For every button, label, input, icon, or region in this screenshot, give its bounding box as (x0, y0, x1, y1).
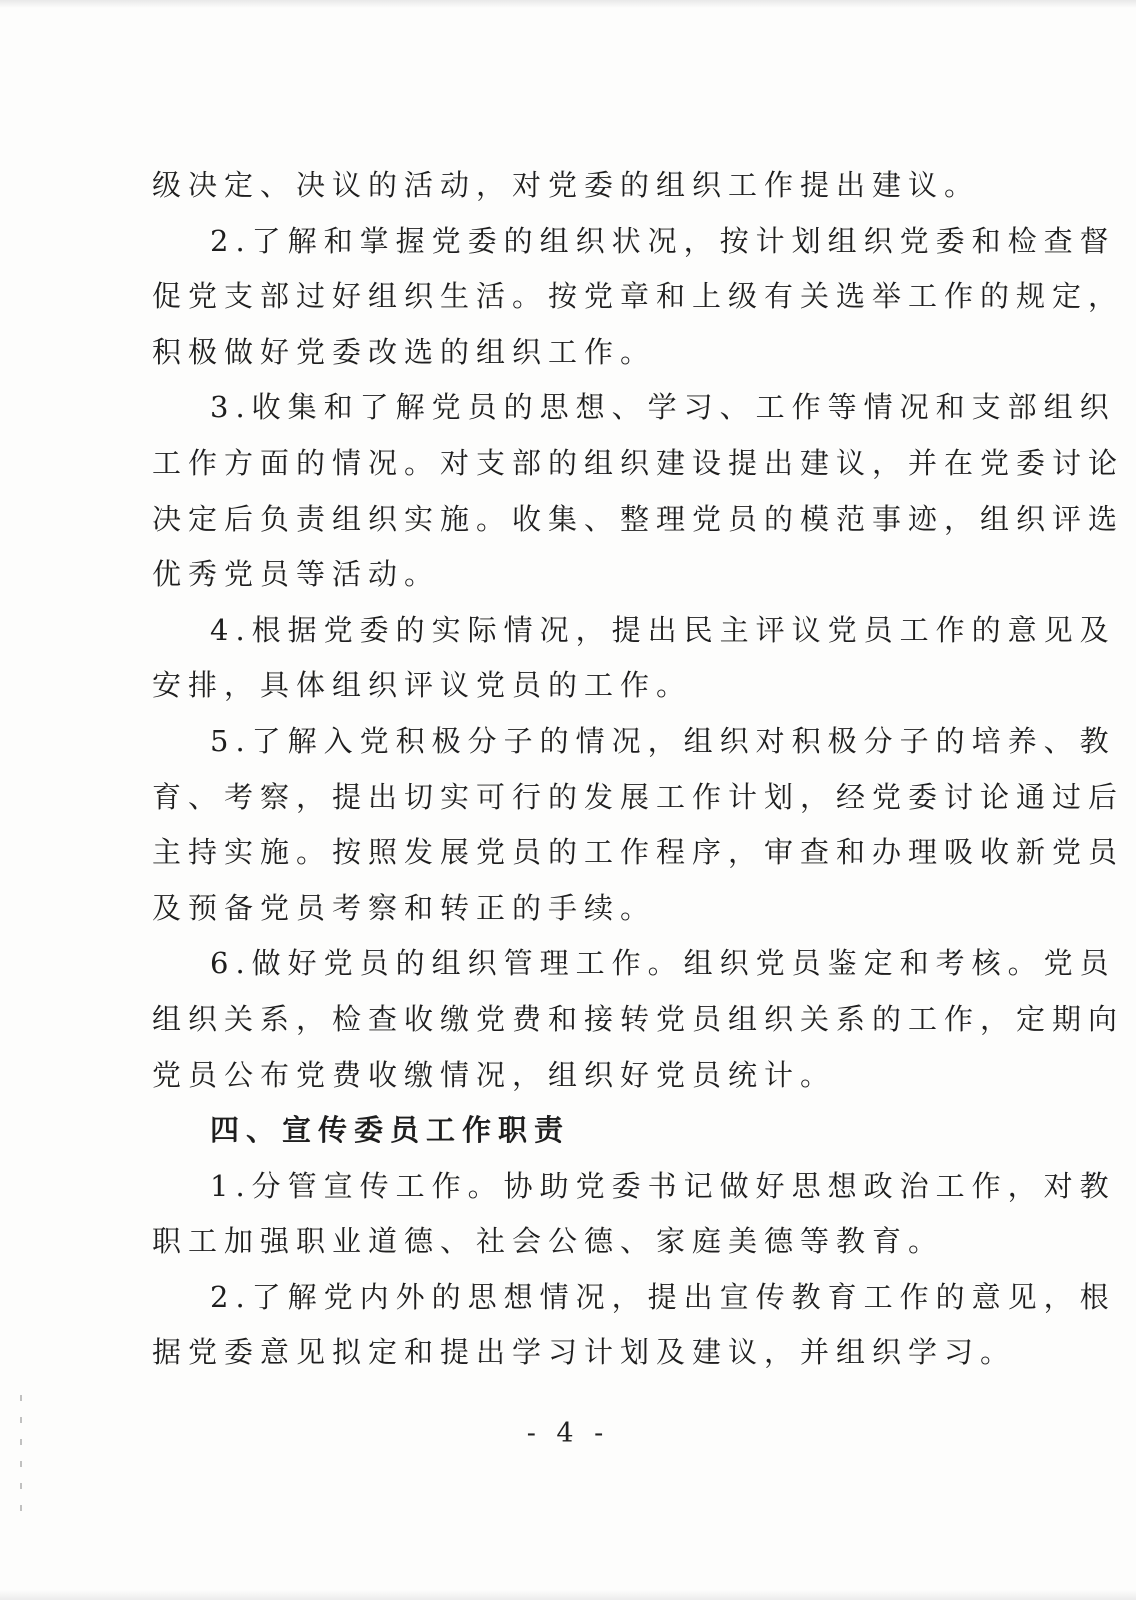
text-line: 2.了解党内外的思想情况，提出宣传教育工作的意见，根 (210, 1279, 1116, 1314)
text-line: 安排，具体组织评议党员的工作。 (152, 668, 693, 703)
text-line: 及预备党员考察和转正的手续。 (152, 890, 657, 925)
text-line: 促党支部过好组织生活。按党章和上级有关选举工作的规定， (152, 279, 1125, 314)
text-line: 据党委意见拟定和提出学习计划及建议，并组织学习。 (152, 1335, 1017, 1370)
text-line: 党员公布党费收缴情况，组织好党员统计。 (152, 1057, 837, 1092)
text-line: 组织关系，检查收缴党费和接转党员组织关系的工作，定期向 (152, 1001, 1125, 1036)
document-body (152, 158, 1125, 1381)
text-line: 积极做好党委改选的组织工作。 (152, 334, 657, 369)
scan-margin-mark (20, 1395, 22, 1515)
scan-edge-top (0, 0, 1136, 8)
text-line: 2.了解和掌握党委的组织状况，按计划组织党委和检查督 (210, 223, 1116, 258)
text-line: 工作方面的情况。对支部的组织建设提出建议，并在党委讨论 (152, 445, 1125, 480)
scan-edge-bottom (0, 1590, 1136, 1600)
section-heading: 四、宣传委员工作职责 (210, 1113, 571, 1148)
text-line: 职工加强职业道德、社会公德、家庭美德等教育。 (152, 1224, 945, 1259)
text-line: 5.了解入党积极分子的情况，组织对积极分子的培养、教 (210, 723, 1116, 758)
text-line: 1.分管宣传工作。协助党委书记做好思想政治工作，对教 (210, 1168, 1116, 1203)
page-number: - 4 - (526, 1418, 610, 1449)
text-line: 3.收集和了解党员的思想、学习、工作等情况和支部组织 (210, 390, 1116, 425)
text-line: 决定后负责组织实施。收集、整理党员的模范事迹，组织评选 (152, 501, 1125, 536)
text-line: 主持实施。按照发展党员的工作程序，审查和办理吸收新党员 (152, 835, 1125, 870)
text-line: 4.根据党委的实际情况，提出民主评议党员工作的意见及 (210, 612, 1116, 647)
text-line: 优秀党员等活动。 (152, 557, 441, 592)
text-line: 6.做好党员的组织管理工作。组织党员鉴定和考核。党员 (210, 946, 1116, 981)
text-line: 育、考察，提出切实可行的发展工作计划，经党委讨论通过后 (152, 779, 1125, 814)
text-line: 级决定、决议的活动，对党委的组织工作提出建议。 (152, 168, 981, 202)
